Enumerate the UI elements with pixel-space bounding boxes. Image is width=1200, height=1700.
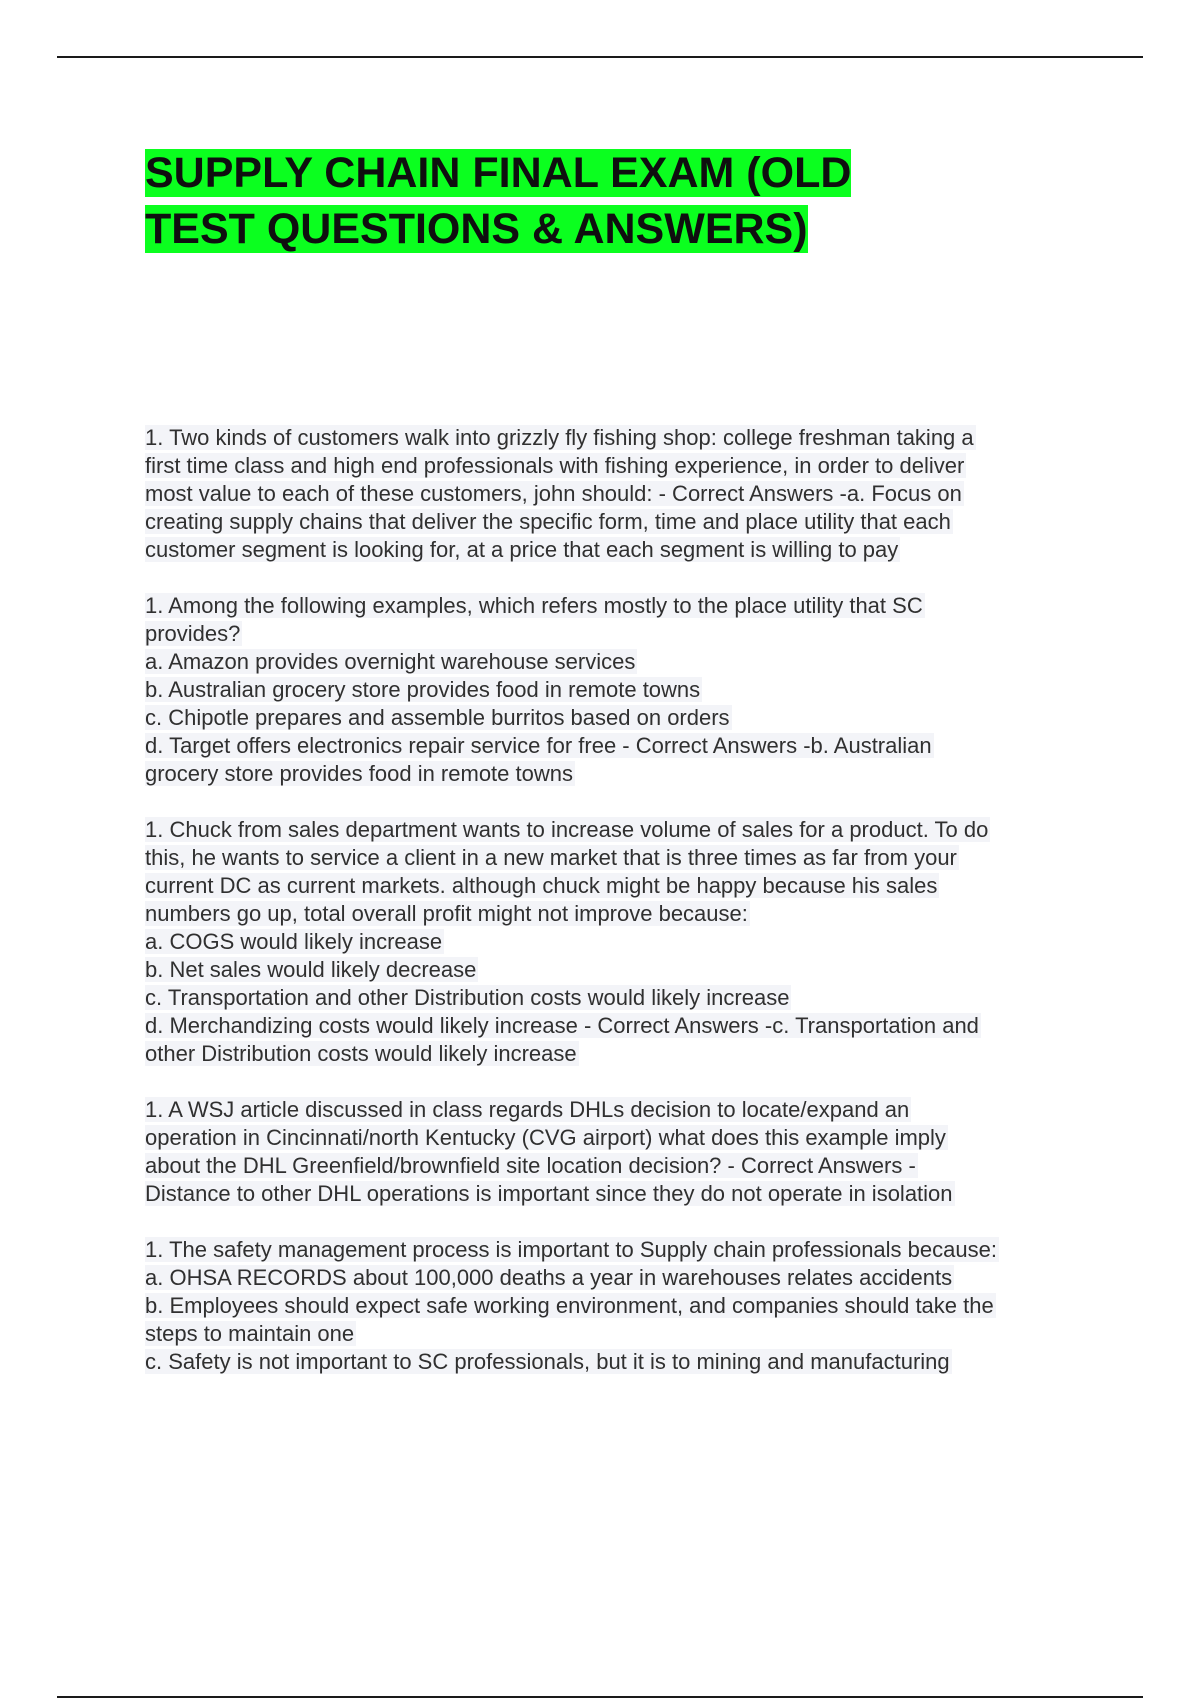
text-line-content: grocery store provides food in remote towns [145,761,573,786]
text-line-content: first time class and high end professionals with fishing experience, in order to deliver [145,453,965,478]
text-line [145,1040,1090,1068]
text-line [145,732,1090,760]
text-line [145,1348,1090,1376]
text-line-content: this, he wants to service a client in a new market that is three times as far from your [145,845,957,870]
text-line [145,1012,1090,1040]
text-line [145,424,1090,452]
text-line-content: c. Chipotle prepares and assemble burritos based on orders [145,705,730,730]
text-line [145,816,1090,844]
text-line [145,928,1090,956]
text-line-content: b. Net sales would likely decrease [145,957,477,982]
text-line-content: 1. Among the following examples, which refers mostly to the place utility that SC [145,593,923,618]
text-line [145,1264,1090,1292]
question-block [145,816,1090,1068]
text-line-content: numbers go up, total overall profit might not improve because: [145,901,748,926]
text-line [145,536,1090,564]
text-line [145,648,1090,676]
text-line [145,956,1090,984]
text-line-content: 1. Two kinds of customers walk into grizzly fly fishing shop: college freshman taking a [145,425,974,450]
text-line [145,704,1090,732]
text-line-content: 1. A WSJ article discussed in class regards DHLs decision to locate/expand an [145,1097,910,1122]
title-line-1: SUPPLY CHAIN FINAL EXAM (OLD [145,149,852,197]
text-line-content: creating supply chains that deliver the specific form, time and place utility that each [145,509,951,534]
text-line [145,592,1090,620]
text-line [145,900,1090,928]
text-line-content: a. COGS would likely increase [145,929,443,954]
text-line-content: steps to maintain one [145,1321,355,1346]
question-block [145,424,1090,564]
text-line-content: other Distribution costs would likely increase [145,1041,577,1066]
text-line [145,452,1090,480]
text-line-content: provides? [145,621,241,646]
text-line-content: a. Amazon provides overnight warehouse services [145,649,636,674]
text-line [145,1292,1090,1320]
text-line-content: c. Transportation and other Distribution costs would likely increase [145,985,790,1010]
question-block [145,1236,1090,1376]
text-line-content: operation in Cincinnati/north Kentucky (CVG airport) what does this example imply [145,1125,946,1150]
text-line [145,1124,1090,1152]
document-title [145,145,1045,257]
text-line [145,508,1090,536]
text-line-content: customer segment is looking for, at a price that each segment is willing to pay [145,537,899,562]
text-line [145,1096,1090,1124]
text-line [145,984,1090,1012]
text-line [145,1180,1090,1208]
footer-rule [57,1696,1143,1698]
text-line-content: Distance to other DHL operations is important since they do not operate in isolation [145,1181,953,1206]
text-line-content: b. Australian grocery store provides food in remote towns [145,677,701,702]
text-line-content: a. OHSA RECORDS about 100,000 deaths a year in warehouses relates accidents [145,1265,953,1290]
header-rule [57,56,1143,58]
text-line [145,872,1090,900]
text-line-content: d. Target offers electronics repair service for free - Correct Answers -b. Australian [145,733,932,758]
question-block [145,592,1090,788]
text-line [145,844,1090,872]
text-line-content: 1. Chuck from sales department wants to increase volume of sales for a product. To do [145,817,989,842]
text-line [145,1152,1090,1180]
text-line [145,676,1090,704]
text-line [145,760,1090,788]
text-line-content: 1. The safety management process is important to Supply chain professionals because: [145,1237,997,1262]
text-line-content: d. Merchandizing costs would likely increase - Correct Answers -c. Transportation and [145,1013,979,1038]
question-block [145,1096,1090,1208]
text-line-content: current DC as current markets. although chuck might be happy because his sales [145,873,938,898]
text-line [145,1236,1090,1264]
text-line [145,620,1090,648]
text-line-content: about the DHL Greenfield/brownfield site location decision? - Correct Answers - [145,1153,916,1178]
title-line-2: TEST QUESTIONS & ANSWERS) [145,205,808,253]
text-line-content: b. Employees should expect safe working environment, and companies should take the [145,1293,994,1318]
text-line [145,1320,1090,1348]
text-line-content: most value to each of these customers, john should: - Correct Answers -a. Focus on [145,481,962,506]
question-list [145,424,1090,1404]
text-line [145,480,1090,508]
text-line-content: c. Safety is not important to SC professionals, but it is to mining and manufacturing [145,1349,950,1374]
